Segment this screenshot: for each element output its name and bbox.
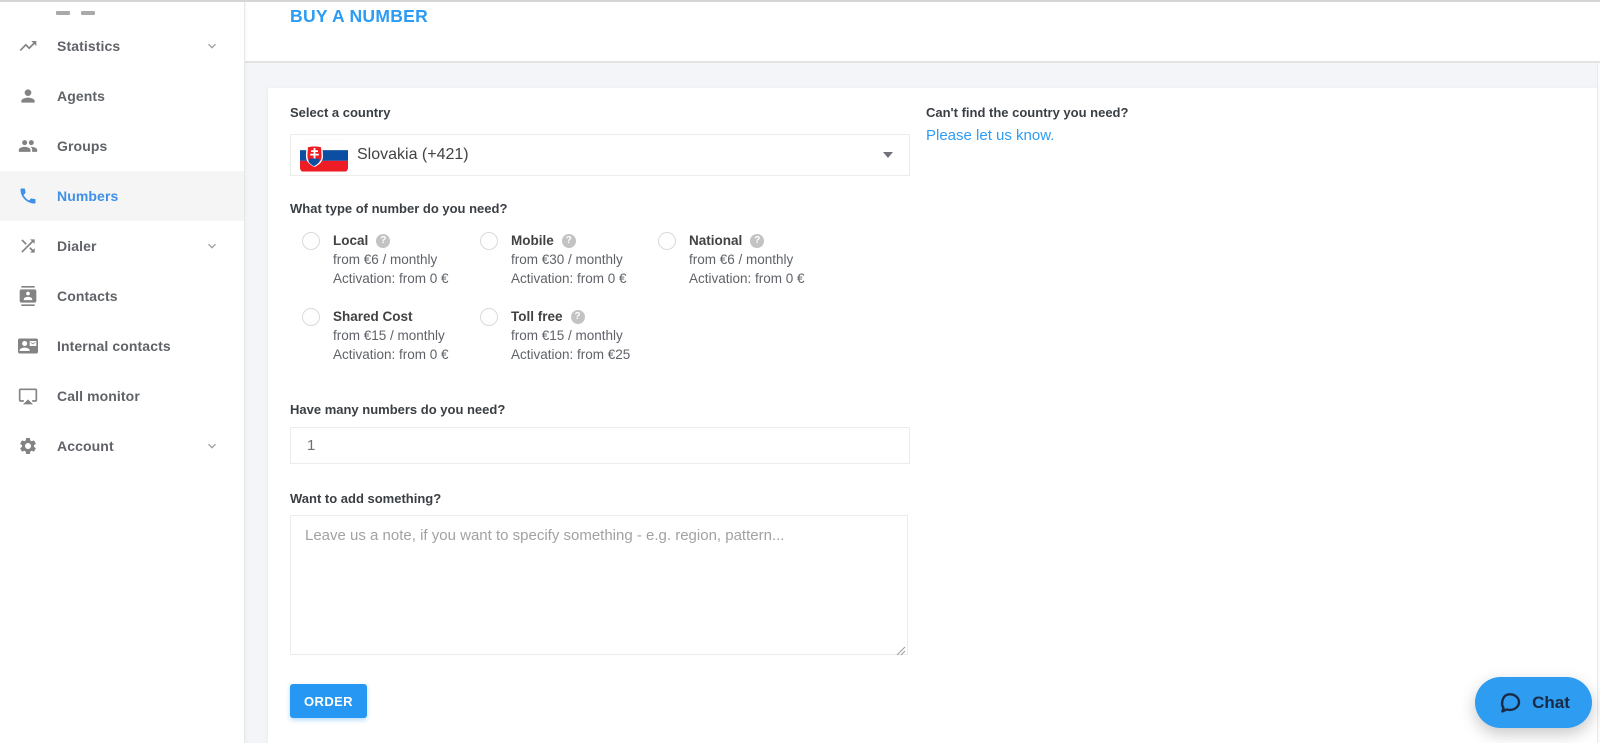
sidebar-nav [0,21,244,471]
phone-icon [18,186,38,206]
help-icon[interactable]: ? [571,310,585,324]
chevron-down-icon [204,238,220,254]
sidebar-item-label: Statistics [57,38,121,54]
option-name: Mobile [511,233,554,248]
topbar [245,2,1600,63]
sidebar-item-dialer[interactable] [0,221,244,271]
sidebar-item-internal-contacts[interactable] [0,321,244,371]
help-icon[interactable]: ? [376,234,390,248]
option-activation: Activation: from 0 € [689,271,805,286]
country-select-value: Slovakia (+421) [357,146,469,163]
sidebar-item-label: Call monitor [57,388,140,404]
chat-button[interactable] [1475,677,1592,728]
sidebar-item-label: Account [57,438,114,454]
country-select[interactable] [290,134,910,176]
sidebar-item-label: Internal contacts [57,338,171,354]
sidebar-item-label: Dialer [57,238,97,254]
cant-find-country-text: Can't find the country you need? [926,105,1129,120]
quantity-input[interactable] [290,427,910,464]
number-type-option-national [658,231,805,288]
option-name: National [689,233,743,248]
chat-button-label: Chat [1532,692,1570,712]
option-activation: Activation: from 0 € [333,347,449,362]
sidebar-item-numbers[interactable] [0,171,244,221]
help-icon[interactable]: ? [562,234,576,248]
sidebar-item-label: Contacts [57,288,118,304]
option-activation: Activation: from 0 € [333,271,449,286]
buy-number-card [268,88,1597,743]
quantity-label: Have many numbers do you need? [290,402,506,417]
option-price: from €15 / monthly [511,328,623,343]
sidebar [0,2,245,743]
sidebar-item-label: Agents [57,88,106,104]
number-type-option-mobile [480,231,627,288]
sidebar-item-statistics[interactable] [0,21,244,71]
gear-icon [18,436,38,456]
radio-shared-cost[interactable] [302,308,320,326]
option-name: Local [333,233,369,248]
number-type-option-local [302,231,449,288]
sidebar-item-agents[interactable] [0,71,244,121]
contacts-book-icon [18,286,38,306]
number-type-option-shared-cost [302,307,449,364]
option-name: Shared Cost [333,309,413,324]
option-price: from €6 / monthly [333,252,438,267]
dropdown-arrow-icon [883,152,893,158]
let-us-know-link[interactable]: Please let us know. [926,127,1055,144]
help-icon[interactable]: ? [750,234,764,248]
page-title: BUY A NUMBER [290,6,429,26]
sidebar-item-contacts[interactable] [0,271,244,321]
slovakia-flag-icon [300,139,348,172]
cutoff-menu-icon [56,2,106,6]
option-name: Toll free [511,309,563,324]
order-button[interactable]: ORDER [290,684,367,718]
monitor-icon [18,386,38,406]
option-price: from €15 / monthly [333,328,445,343]
radio-national[interactable] [658,232,676,250]
note-label: Want to add something? [290,491,442,506]
sidebar-item-groups[interactable] [0,121,244,171]
window-top-border [0,0,1600,2]
chevron-down-icon [204,438,220,454]
chat-bubble-icon [1497,690,1523,716]
radio-toll-free[interactable] [480,308,498,326]
option-price: from €30 / monthly [511,252,623,267]
note-textarea[interactable] [290,515,908,655]
option-activation: Activation: from €25 [511,347,631,362]
sidebar-item-label: Numbers [57,188,119,204]
trending-up-icon [18,36,38,56]
chevron-down-icon [204,38,220,54]
shuffle-icon [18,236,38,256]
option-price: from €6 / monthly [689,252,794,267]
person-icon [18,86,38,106]
country-select-label: Select a country [290,105,391,120]
contact-card-icon [18,336,38,356]
radio-local[interactable] [302,232,320,250]
radio-mobile[interactable] [480,232,498,250]
sidebar-item-label: Groups [57,138,108,154]
option-activation: Activation: from 0 € [511,271,627,286]
sidebar-item-account[interactable] [0,421,244,471]
people-icon [18,136,38,156]
number-type-option-toll-free [480,307,630,364]
sidebar-item-call-monitor[interactable] [0,371,244,421]
number-type-question: What type of number do you need? [290,201,508,216]
